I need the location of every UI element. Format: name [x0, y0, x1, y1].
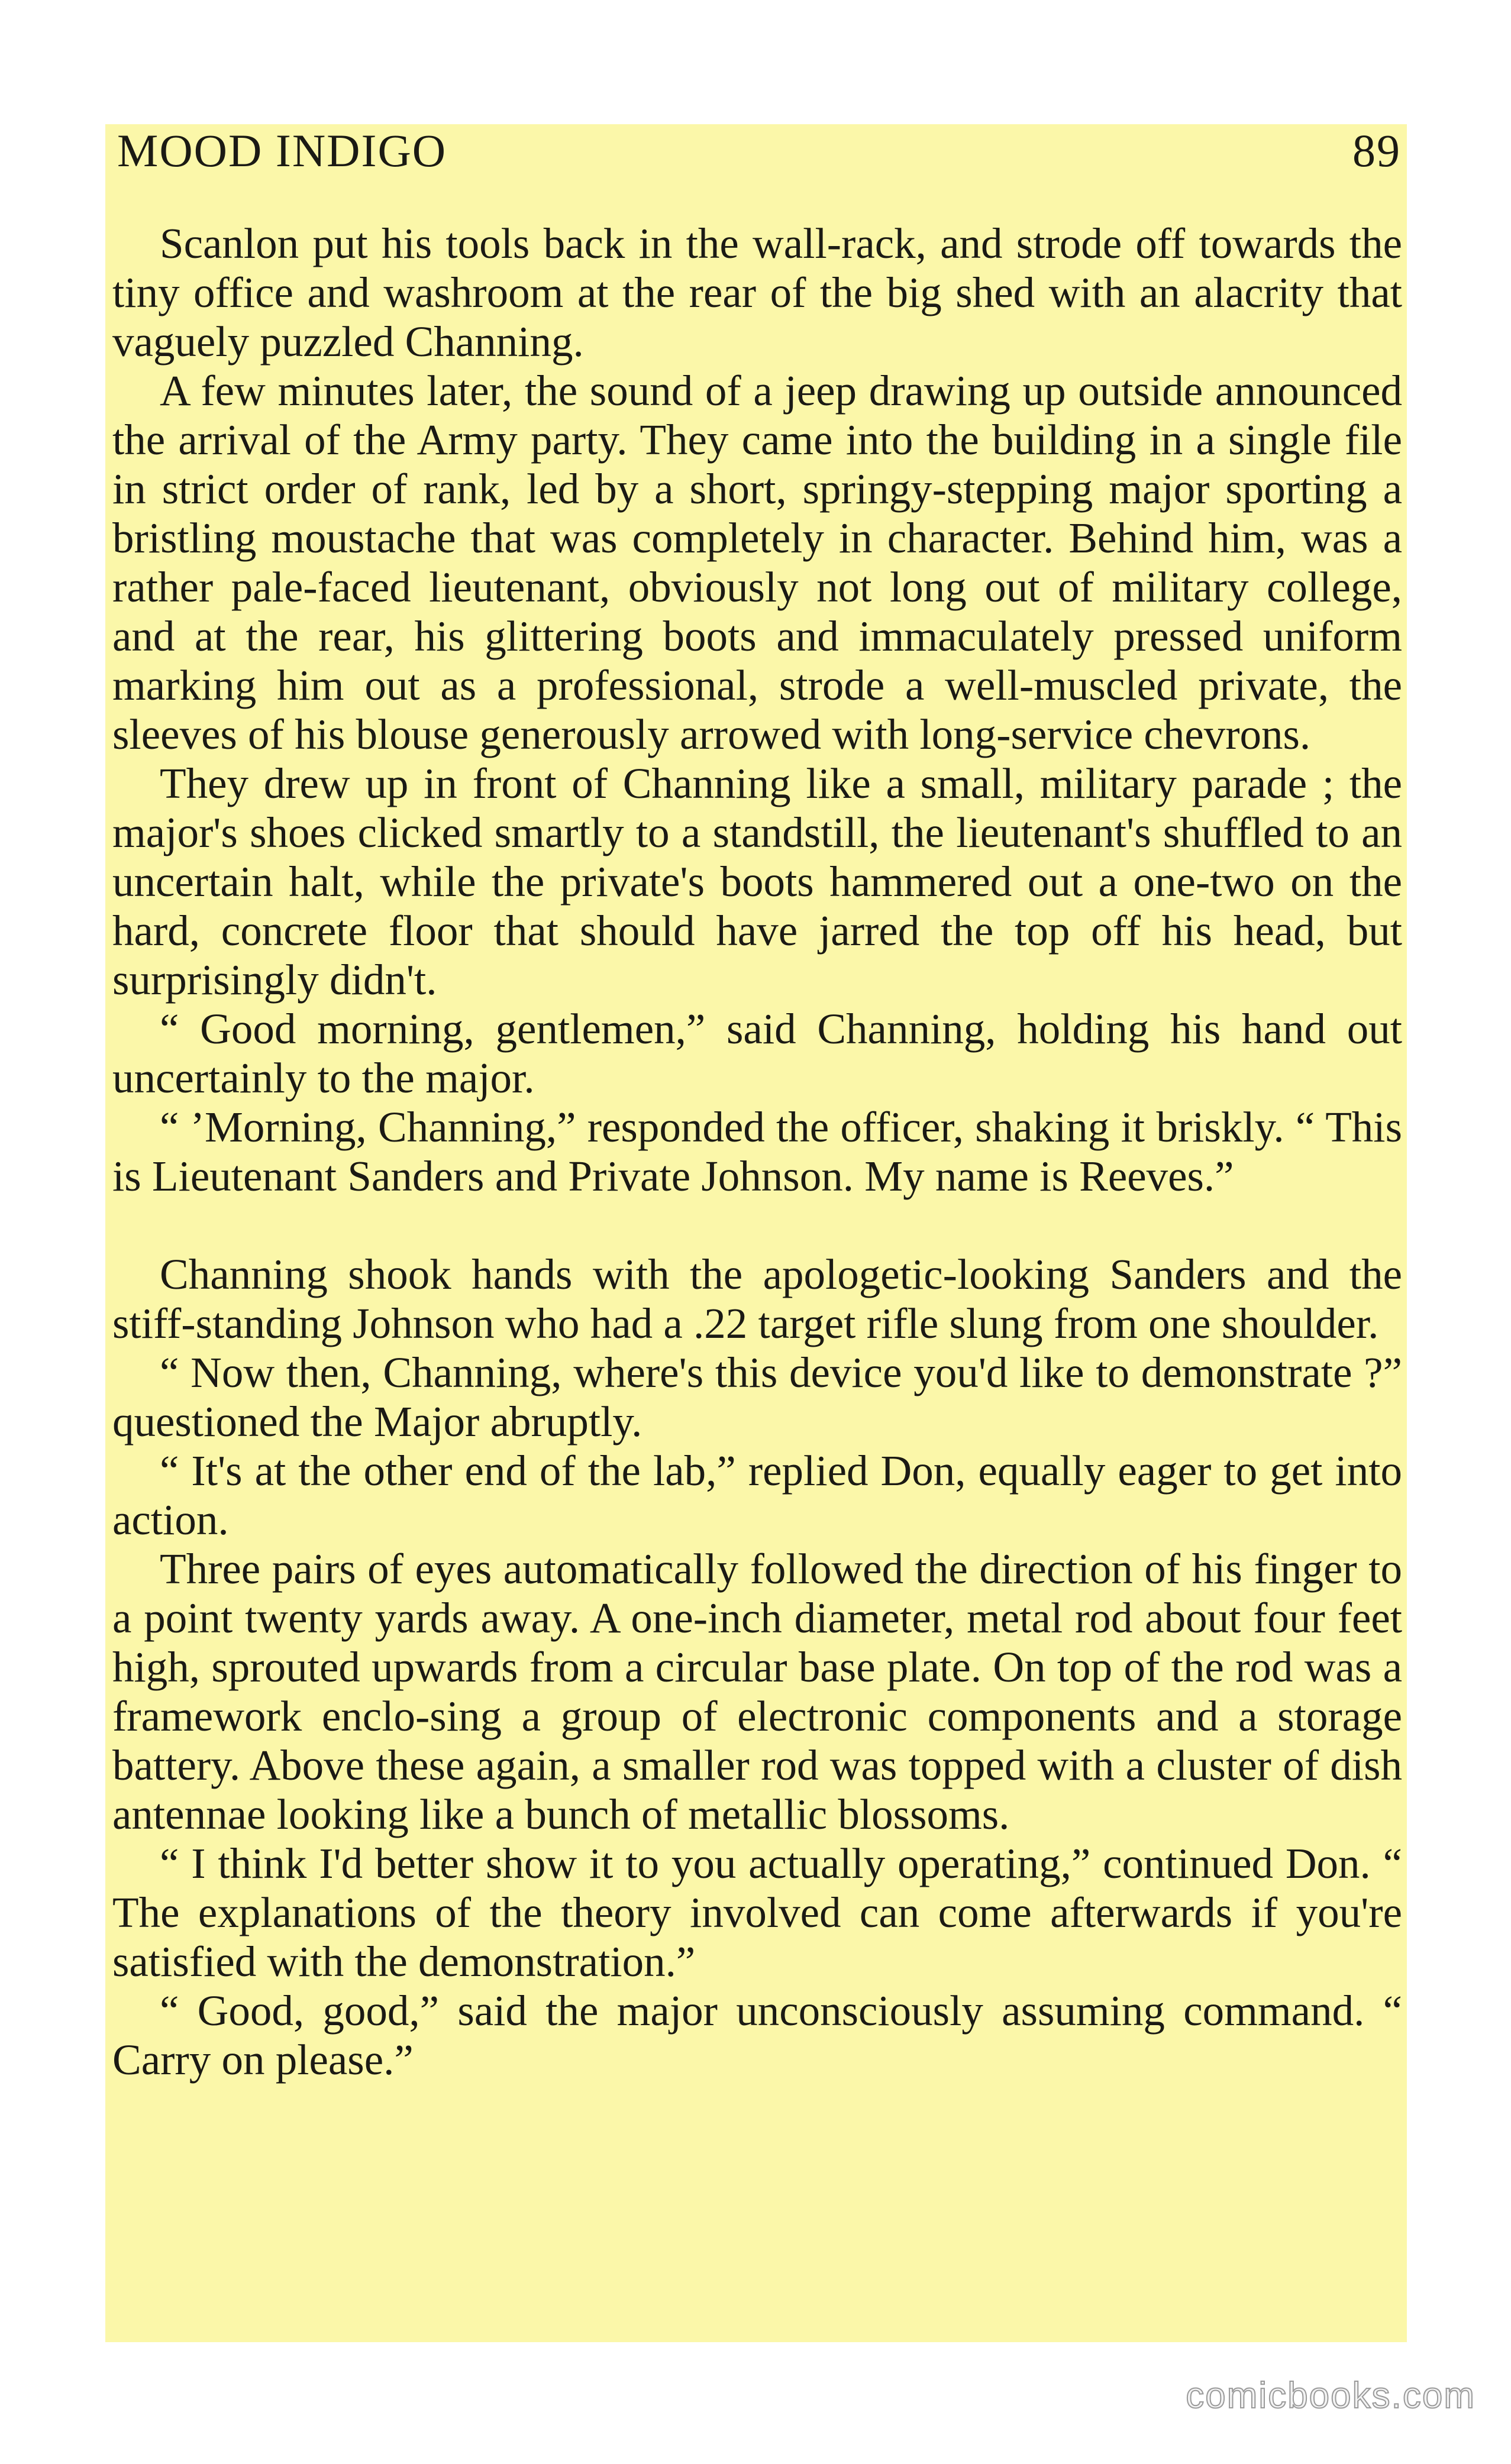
paragraph: They drew up in front of Channing like a small, military parade ; the major's shoes clicked smartly to a standstill, the lieutenant's shuffled to an uncertain halt, while the private's boots hammered out a one-two on the hard, concrete floor that should have jarred the top off his head, but surprisingly didn't.: [112, 759, 1402, 1004]
paragraph: A few minutes later, the sound of a jeep drawing up outside announced the arrival of the Army party. They came into the building in a single file in strict order of rank, led by a short, springy-stepping major sporting a bristling moustache that was completely in character. Behind him, was a rather pale-faced lieutenant, obviously not long out of military college, and at the rear, his glittering boots and immaculately pressed uniform marking him out as a professional, strode a well-muscled private, the sleeves of his blouse generously arrowed with long-service chevrons.: [112, 367, 1402, 758]
paragraph: “ It's at the other end of the lab,” replied Don, equally eager to get into action.: [112, 1447, 1402, 1544]
paragraph: “ Good morning, gentlemen,” said Channing, holding his hand out uncertainly to the major.: [112, 1005, 1402, 1102]
paragraph: “ Now then, Channing, where's this device you'd like to demonstrate ?” questioned the Major abruptly.: [112, 1349, 1402, 1446]
paragraph: Three pairs of eyes automatically followed the direction of his finger to a point twenty yards away. A one-inch diameter, metal rod about four feet high, sprouted upwards from a circular base plate. On top of the rod was a framework enclo-sing a group of electronic components and a storage battery. Above these again, a smaller rod was topped with a cluster of dish antennae looking like a bunch of metallic blossoms.: [112, 1545, 1402, 1838]
paragraph: Scanlon put his tools back in the wall-rack, and strode off towards the tiny office and washroom at the rear of the big shed with an alacrity that vaguely puzzled Channing.: [112, 219, 1402, 366]
page-number: 89: [1352, 125, 1401, 176]
paragraph: “ ’Morning, Channing,” responded the officer, shaking it briskly. “ This is Lieutenant Sanders and Private Johnson. My name is Reeves.”: [112, 1103, 1402, 1200]
running-head-title: MOOD INDIGO: [117, 125, 447, 176]
running-head: [117, 118, 1401, 183]
body-text: [112, 219, 1402, 2084]
paragraph: “ I think I'd better show it to you actually operating,” continued Don. “ The explanations of the theory involved can come afterwards if you're satisfied with the demonstration.”: [112, 1839, 1402, 1986]
paragraph: Channing shook hands with the apologetic-looking Sanders and the stiff-standing Johnson who had a .22 target rifle slung from one shoulder.: [112, 1250, 1402, 1347]
watermark: comicbooks.com: [1186, 2375, 1476, 2416]
paragraph: “ Good, good,” said the major unconsciously assuming command. “ Carry on please.”: [112, 1987, 1402, 2084]
